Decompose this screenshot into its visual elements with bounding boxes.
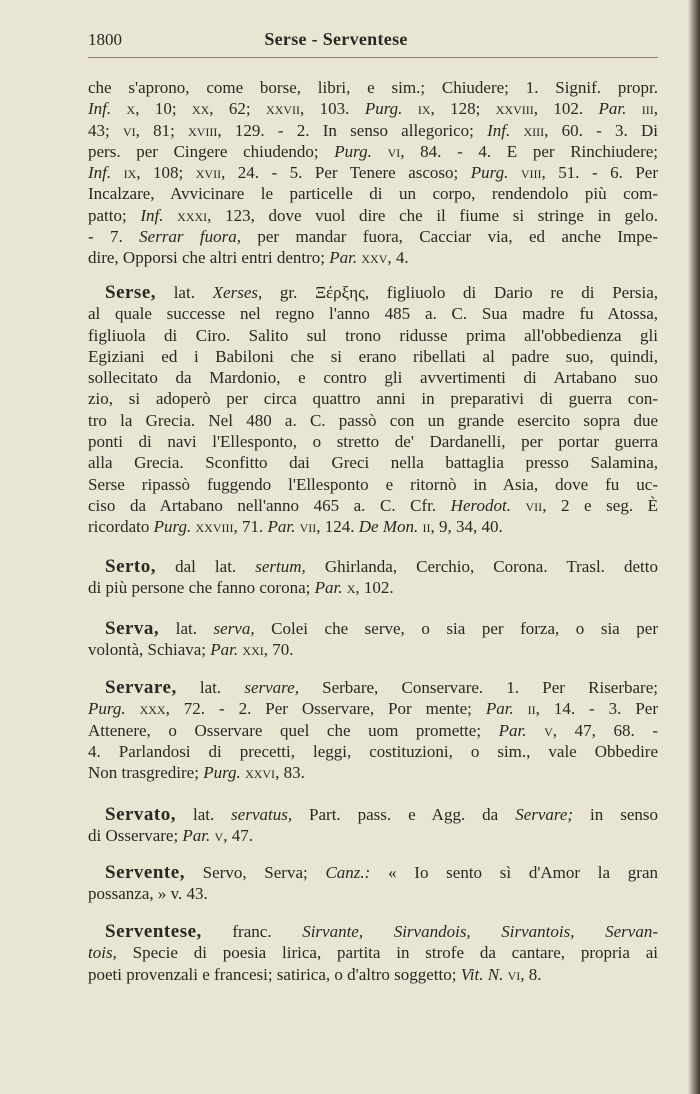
italic-text: tois, <box>88 943 117 963</box>
headword: Servato, <box>105 804 177 825</box>
text-line <box>88 762 658 783</box>
text-run: in senso <box>573 805 659 824</box>
text-run: Serse ripassò fuggendo l'Ellesponto e ritornò in Asia, dove fu uc- <box>88 474 658 494</box>
text-run: Serbare, Conservare. 1. Per Riserbare; <box>298 678 658 697</box>
headword: Servare, <box>105 677 177 698</box>
roman-numeral: xxvii <box>266 99 301 119</box>
text-run: , 10; <box>135 99 192 119</box>
text-run <box>508 163 520 182</box>
text-run <box>111 163 123 182</box>
text-line <box>88 474 658 495</box>
text-run: Colei che serve, o sia per forza, o sia per <box>254 619 658 638</box>
text-line <box>88 577 658 598</box>
text-line <box>88 120 658 141</box>
italic-text: Sirvante, Sirvandois, Sirvantois, Servan- <box>302 922 658 941</box>
italic-text: servare, <box>244 678 299 697</box>
text-line <box>88 325 658 346</box>
text-run: volontà, Schiava; <box>88 640 211 660</box>
text-run <box>514 699 528 718</box>
text-line <box>88 804 658 825</box>
text-run <box>164 206 178 225</box>
text-run: , 108; <box>136 163 196 183</box>
text-run: , 72. - 2. Per Osservare, Por mente; <box>165 699 486 719</box>
text-run <box>372 142 388 161</box>
italic-text: Purg. <box>203 763 241 783</box>
text-run: figliuola di Ciro. Salito sul trono ridusse prima all'obbedienza gli <box>88 325 658 345</box>
roman-numeral: xxi <box>242 640 264 660</box>
italic-text: Herodot. <box>450 495 511 515</box>
text-run: ricordato <box>88 517 154 537</box>
roman-numeral: xxv <box>361 248 388 268</box>
text-run: Egiziani ed i Babiloni che si erano ribellati al padre suo, quindi, <box>88 346 658 366</box>
italic-text: Inf. <box>140 205 164 225</box>
text-run: , 14. - 3. Per <box>535 699 659 719</box>
text-run: , 9, 34, 40. <box>430 517 503 537</box>
text-line <box>88 618 658 639</box>
italic-text: Vit. N. <box>460 964 504 984</box>
text-run: , 70. <box>263 640 294 660</box>
text-run: , 47, 68. - <box>552 720 658 740</box>
text-run: ponti di navi l'Ellesponto, o stretto de' Dardanelli, per portar guerra <box>88 432 658 452</box>
roman-numeral: vi <box>507 964 521 984</box>
page-edge-shadow <box>688 0 700 1094</box>
text-run: « Io sento sì d'Amor la gran <box>370 863 658 882</box>
roman-numeral: ix <box>123 163 137 183</box>
text-line <box>88 720 658 741</box>
text-line <box>88 964 658 985</box>
text-line <box>88 452 658 473</box>
italic-text: De Mon. <box>358 517 419 537</box>
text-run <box>126 699 140 718</box>
text-run <box>402 99 417 118</box>
text-run: , 2 e seg. È <box>542 495 659 515</box>
roman-numeral: vi <box>387 141 401 161</box>
roman-numeral: xxx <box>139 699 166 719</box>
roman-numeral: v <box>214 826 224 846</box>
text-run: che s'aprono, come borse, libri, e sim.; Chiudere; 1. Signif. propr. <box>88 78 658 97</box>
text-run: al quale successe nel regno l'anno 485 a. C. Sua madre fu Atossa, <box>88 304 658 324</box>
roman-numeral: vii <box>299 517 317 537</box>
text-run: sollecitato da Mardonio, e contro gli avvertimenti di Artabano suo <box>88 368 658 388</box>
italic-text: Par. <box>314 578 343 598</box>
text-run: gr. Ξέρξης, figliuolo di Dario re di Persia, <box>262 283 658 302</box>
text-line <box>88 921 658 942</box>
text-line <box>88 556 658 577</box>
entry-serva <box>88 618 658 661</box>
italic-text: Par. <box>498 720 527 740</box>
text-line <box>88 183 658 204</box>
italic-text: serva, <box>213 619 255 638</box>
text-run: Specie di poesia lirica, partita in strofe da cantare, propria ai <box>116 943 658 963</box>
text-run: lat. <box>159 619 214 638</box>
text-line <box>88 942 658 963</box>
text-run <box>511 496 526 515</box>
roman-numeral: xviii <box>188 120 218 140</box>
text-run: di più persone che fanno corona; <box>88 578 315 598</box>
italic-text: Purg. <box>470 163 509 183</box>
text-line <box>88 247 658 268</box>
headword: Serto, <box>105 556 157 577</box>
entry-servente <box>88 862 658 905</box>
header-rule <box>88 57 658 58</box>
italic-text: Par. <box>329 248 358 268</box>
text-run: tro la Grecia. Nel 480 a. C. passò con un grande esercito sopra due <box>88 410 658 430</box>
entry-serto <box>88 556 658 599</box>
italic-text: Par. <box>182 826 211 846</box>
text-line <box>88 346 658 367</box>
text-run: , 24. - 5. Per Tenere ascoso; <box>221 163 471 183</box>
text-line <box>88 98 658 119</box>
text-run: franc. <box>201 922 303 941</box>
text-run: poeti provenzali e francesi; satirica, o d'altro soggetto; <box>88 964 461 984</box>
italic-text: Inf. <box>88 99 112 119</box>
text-run: , 4. <box>387 248 409 268</box>
text-line <box>88 431 658 452</box>
text-line <box>88 741 658 762</box>
italic-text: Purg. <box>88 699 126 719</box>
text-line <box>88 226 658 247</box>
text-run: Attenere, o Osservare quel che uom promette; <box>88 720 499 740</box>
roman-numeral: vi <box>122 120 136 140</box>
text-run: 4. Parlandosi di precetti, leggi, costituzioni, o sim., vale Obbedire <box>88 741 658 761</box>
text-run: , <box>653 99 659 119</box>
text-line <box>88 205 658 226</box>
text-run: Ghirlanda, Cerchio, Corona. Trasl. detto <box>305 557 658 576</box>
text-run <box>510 121 523 140</box>
text-line <box>88 162 658 183</box>
roman-numeral: xxvi <box>245 763 276 783</box>
headword: Serva, <box>105 618 160 639</box>
text-run: , 83. <box>275 763 305 783</box>
text-line <box>88 825 658 846</box>
text-run: , 84. - 4. E per Rinchiudere; <box>400 141 659 161</box>
text-run <box>527 721 545 740</box>
text-run: , 103. <box>300 99 365 119</box>
text-run: pers. per Cingere chiudendo; <box>88 141 335 161</box>
text-line <box>88 677 658 698</box>
headword: Serventese, <box>105 921 202 942</box>
italic-text: Par. <box>485 699 514 719</box>
text-run: dire, Opporsi che altri entri dentro; <box>88 248 330 268</box>
headword: Servente, <box>105 862 185 883</box>
italic-text: Purg. <box>334 141 372 161</box>
text-run: lat. <box>156 283 213 302</box>
text-run: , 102. <box>533 99 599 119</box>
roman-numeral: x <box>126 99 136 119</box>
text-line <box>88 367 658 388</box>
italic-text: Par. <box>598 99 627 119</box>
text-run: - 7. <box>88 227 140 247</box>
italic-text: Servare; <box>515 805 574 824</box>
text-run: , 123, dove vuol dire che il fiume si stringe in gelo. <box>207 205 659 225</box>
text-run: zio, si adoperò per circa quattro anni in preparativi di guerra con- <box>88 389 658 409</box>
text-run: , 62; <box>209 99 267 119</box>
italic-text: Canz.: <box>325 863 371 882</box>
italic-text: Serrar fuora, <box>139 227 242 247</box>
roman-numeral: xxviii <box>495 99 534 119</box>
text-run <box>111 99 126 118</box>
text-run: , 51. - 6. Per <box>541 163 658 183</box>
text-run: , 124. <box>316 517 359 537</box>
text-run: dal lat. <box>156 557 256 576</box>
italic-text: Purg. <box>364 99 403 119</box>
text-run: , 102. <box>355 578 394 598</box>
text-line <box>88 282 658 303</box>
italic-text: servatus, <box>231 805 293 824</box>
text-run: , 60. - 3. Di <box>544 120 658 140</box>
text-line <box>88 698 658 719</box>
italic-text: Xerses, <box>212 283 263 302</box>
italic-text: sertum, <box>255 557 306 576</box>
roman-numeral: vii <box>525 495 543 515</box>
text-line <box>88 141 658 162</box>
text-run <box>626 99 641 118</box>
text-run: patto; <box>88 205 141 225</box>
text-run: Part. pass. e Agg. da <box>292 805 516 824</box>
page-number: 1800 <box>88 30 122 49</box>
text-line <box>88 388 658 409</box>
text-run: lat. <box>176 678 245 697</box>
text-run: possanza, » v. 43. <box>88 884 208 904</box>
entry-serse <box>88 282 658 538</box>
roman-numeral: ix <box>417 99 431 119</box>
roman-numeral: xiii <box>523 120 545 140</box>
italic-text: Purg. <box>153 517 192 537</box>
roman-numeral: viii <box>520 163 542 183</box>
text-run: , 47. <box>223 826 253 846</box>
entry-servare <box>88 677 658 783</box>
italic-text: Par. <box>267 517 296 537</box>
text-run: per mandar fuora, Cacciar via, ed anche Impe- <box>241 227 658 247</box>
text-run: , 81; <box>135 120 189 140</box>
text-line <box>88 862 658 883</box>
entry-serventese <box>88 921 658 985</box>
text-run: di Osservare; <box>88 826 183 846</box>
roman-numeral: x <box>346 578 356 598</box>
text-line <box>88 77 658 98</box>
entry-servato <box>88 804 658 847</box>
text-line <box>88 495 658 516</box>
roman-numeral: xxviii <box>195 517 234 537</box>
text-line <box>88 639 658 660</box>
roman-numeral: xvii <box>195 163 222 183</box>
roman-numeral: ii <box>527 699 536 719</box>
text-line <box>88 410 658 431</box>
roman-numeral: xx <box>191 99 210 119</box>
text-run: ciso da Artabano nell'anno 465 a. C. Cfr. <box>88 495 451 515</box>
italic-text: Inf. <box>487 120 511 140</box>
running-head: Serse - Serventese <box>264 29 408 49</box>
text-run: , 129. - 2. In senso allegorico; <box>217 120 488 140</box>
text-run: , 128; <box>430 99 496 119</box>
text-run: lat. <box>176 805 232 824</box>
roman-numeral: ii <box>422 517 431 537</box>
roman-numeral: iii <box>641 99 654 119</box>
italic-text: Par. <box>210 640 239 660</box>
text-run: alla Grecia. Sconfitto dai Greci nella battaglia presso Salamina, <box>88 453 658 473</box>
roman-numeral: v <box>544 720 553 740</box>
text-run: , 8. <box>520 964 542 984</box>
text-run: Non trasgredire; <box>88 763 204 783</box>
text-run: Servo, Serva; <box>184 863 326 882</box>
entry-continuation <box>88 77 658 269</box>
text-run: Incalzare, Avvicinare le particelle di un corpo, rendendolo più com- <box>88 184 658 204</box>
roman-numeral: xxxi <box>177 205 208 225</box>
text-run: 43; <box>88 120 123 140</box>
text-line <box>88 516 658 537</box>
text-line <box>88 883 658 904</box>
text-line <box>88 303 658 324</box>
headword: Serse, <box>105 282 157 303</box>
italic-text: Inf. <box>88 163 112 183</box>
text-run: , 71. <box>233 517 268 537</box>
